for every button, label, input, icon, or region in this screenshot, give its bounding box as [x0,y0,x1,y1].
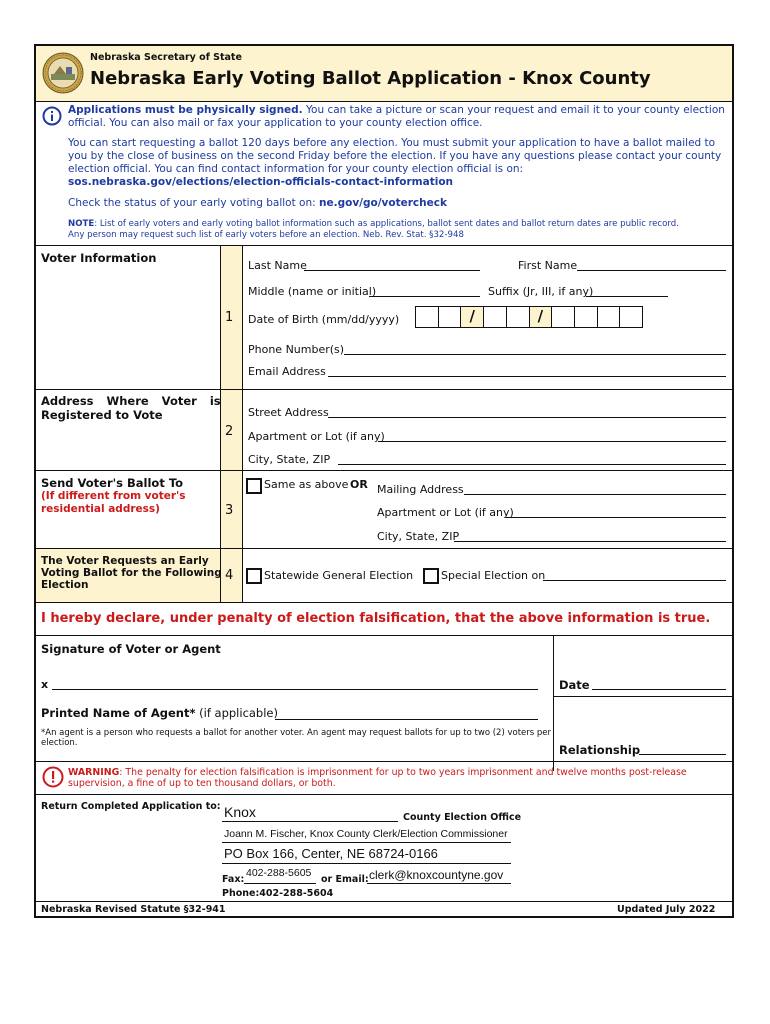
email-field[interactable] [328,376,726,377]
note-line1: : List of early voters and early voting ballot information such as applications, ballot sent dates and ballot return dates are public record. [94,219,679,229]
form-title: Nebraska Early Voting Ballot Application - Knox County [90,68,651,89]
phone-label: Phone Number(s) [248,343,345,356]
middle-name-field[interactable] [369,296,480,297]
street-field[interactable] [328,417,726,418]
county-official: Joann M. Fischer, Knox County Clerk/Election Commissioner [224,828,508,840]
section2-number: 2 [225,424,234,439]
city-label: City, State, ZIP [248,453,331,466]
fax-label: Fax: [222,874,245,885]
suffix-field[interactable] [586,296,668,297]
dob-separator-1: / [461,307,484,327]
section3-sub-line1: (If different from voter's [41,490,186,502]
mailing-apt-field[interactable] [506,517,726,518]
suffix-label: Suffix (Jr, III, if any) [488,285,594,298]
relationship-label: Relationship [559,743,641,757]
section4-label-line3: Election [41,579,89,591]
statute-ref: Nebraska Revised Statute §32-941 [41,904,226,915]
county-office-label: County Election Office [403,812,522,823]
phone-field[interactable] [344,354,726,355]
dob-label: Date of Birth (mm/dd/yyyy) [248,313,400,326]
notice-lead-line2: official. You can also mail or fax your application to your county election office. [68,117,483,129]
warning-line2: supervision, a fine of up to ten thousand dollars, or both. [68,778,336,789]
printed-name-sub: (if applicable) [195,706,278,720]
mailing-address-field[interactable] [464,494,726,495]
state-seal [42,52,84,94]
signature-field[interactable] [52,689,538,690]
section3-number: 3 [225,503,234,518]
note-label: NOTE [68,219,95,229]
section2-label-line2: Registered to Vote [41,408,163,422]
city-field[interactable] [338,464,726,465]
section3-sub-line2: residential address) [41,503,160,515]
note-line2: Any person may request such list of early voters before an election. Neb. Rev. Stat. §32-948 [68,230,464,240]
mailing-city-label: City, State, ZIP [377,530,460,543]
fax-number: 402-288-5605 [246,867,312,879]
notice-para2-line2: you by the close of business on the second Friday before the election. If you have any questions please contact your county [68,150,722,162]
declaration: I hereby declare, under penalty of election falsification, that the above information is true. [41,611,711,626]
or-label: OR [350,478,368,491]
warning-icon [42,766,64,788]
agent-note-line2: election. [41,738,78,748]
date-label: Date [559,678,590,692]
middle-name-label: Middle (name or initial) [248,285,377,298]
application-form [34,44,734,918]
dob-separator-2: / [530,307,553,327]
apt-field[interactable] [378,441,726,442]
notice-para2-line1: You can start requesting a ballot 120 days before any election. You must submit your application to have a ballot mailed to [68,137,716,149]
signature-x: x [41,678,49,691]
agency-name: Nebraska Secretary of State [90,52,242,63]
special-election-label: Special Election on [441,569,546,582]
warning-line1: : The penalty for election falsification is imprisonment for up to two years imprisonment and twelve months post-release [119,767,687,778]
email-address[interactable]: clerk@knoxcountyne.gov [369,868,504,882]
notice-para2-line3: election official. You can find contact information for your county election official is on: [68,163,524,175]
last-name-label: Last Name [248,259,307,272]
special-election-checkbox[interactable] [423,568,439,584]
phone-number: Phone:402-288-5604 [222,888,334,899]
notice-lead-bold: Applications must be physically signed. [68,104,303,116]
notice-lead-rest: You can take a picture or scan your request and email it to your county election [302,104,725,116]
section4-label-line1: The Voter Requests an Early [41,555,209,567]
mailing-city-field[interactable] [454,541,726,542]
return-label: Return Completed Application to: [41,801,221,812]
dob-field[interactable] [415,306,643,330]
first-name-label: First Name [518,259,578,272]
statewide-election-checkbox[interactable] [246,568,262,584]
date-field[interactable] [592,689,726,690]
section3-label: Send Voter's Ballot To [41,476,184,490]
section2-label-line1: Address Where Voter is [41,394,221,408]
status-text: Check the status of your early voting ballot on: [68,197,319,209]
email-label-return: or Email: [321,874,369,885]
street-label: Street Address [248,406,329,419]
section4-label-line2: Voting Ballot for the Following [41,567,222,579]
email-label: Email Address [248,365,326,378]
same-as-above-label: Same as above [264,478,349,491]
info-icon [42,106,62,126]
first-name-field[interactable] [577,270,726,271]
updated-date: Updated July 2022 [617,904,716,915]
signature-label: Signature of Voter or Agent [41,642,221,656]
section1-number: 1 [225,310,234,325]
same-as-above-checkbox[interactable] [246,478,262,494]
relationship-field[interactable] [639,754,726,755]
section1-label: Voter Information [41,251,157,265]
mailing-address-label: Mailing Address [377,483,464,496]
apt-label: Apartment or Lot (if any) [248,430,385,443]
contact-link[interactable]: sos.nebraska.gov/elections/election-officials-contact-information [68,176,454,188]
mailing-apt-label: Apartment or Lot (if any) [377,506,514,519]
special-election-date-field[interactable] [543,580,726,581]
section4-number: 4 [225,568,234,583]
statewide-election-label: Statewide General Election [264,569,414,582]
votercheck-link[interactable]: ne.gov/go/votercheck [319,197,447,209]
last-name-field[interactable] [304,270,480,271]
agent-note-line1: *An agent is a person who requests a ballot for another voter. An agent may request ballots for up to two (2) voters per [41,728,552,738]
county-name: Knox [224,804,256,820]
warning-label: WARNING [68,767,120,778]
printed-name-label: Printed Name of Agent* [41,706,196,720]
mailing-address: PO Box 166, Center, NE 68724-0166 [224,846,438,861]
printed-name-field[interactable] [275,719,538,720]
